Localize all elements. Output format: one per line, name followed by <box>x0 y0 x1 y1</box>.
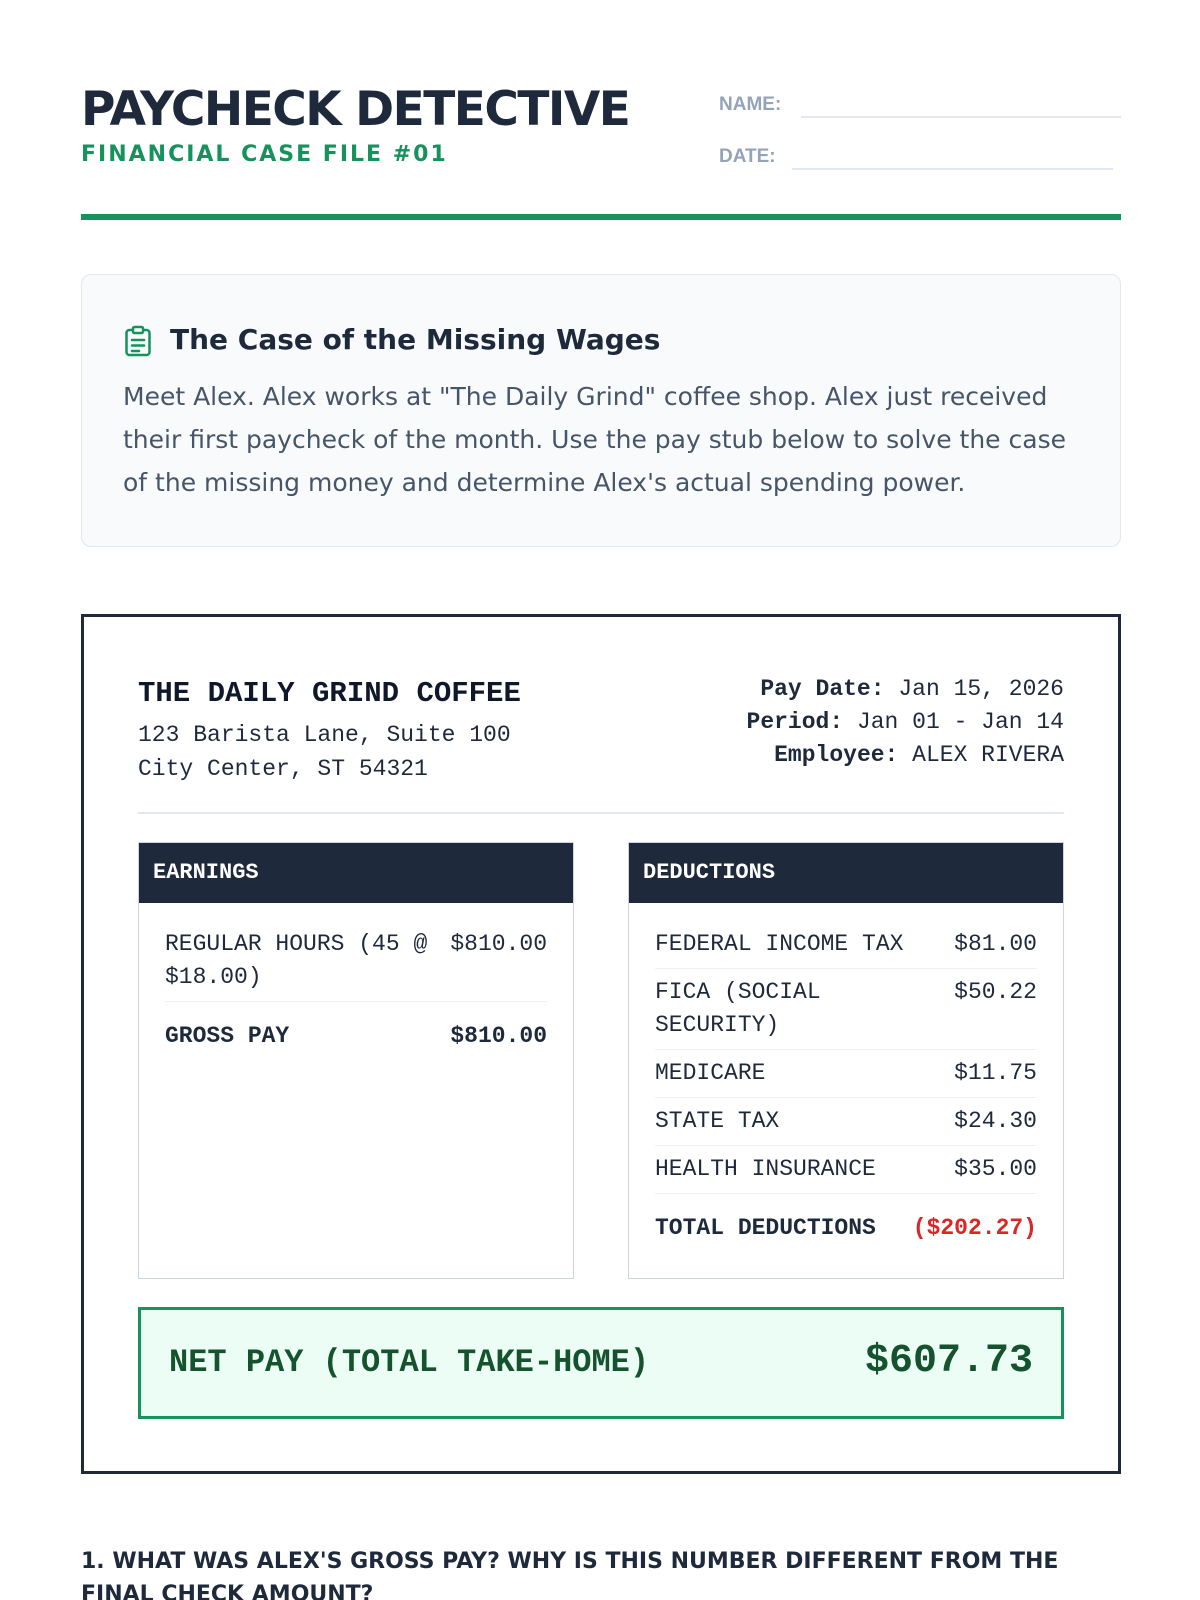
date-field[interactable] <box>719 140 1121 170</box>
story-title: The Case of the Missing Wages <box>170 323 661 356</box>
deduction-amount: $11.75 <box>954 1060 1037 1086</box>
total-deductions-amount: ($202.27) <box>912 1215 1037 1241</box>
deduction-amount: $24.30 <box>954 1108 1037 1134</box>
story-box <box>81 274 1121 547</box>
deduction-amount: $35.00 <box>954 1156 1037 1182</box>
date-line <box>792 168 1113 170</box>
deduction-label: FEDERAL INCOME TAX <box>655 931 904 957</box>
clipboard-icon <box>124 325 152 357</box>
earnings-item-amount: $810.00 <box>450 931 547 957</box>
earnings-item-label: REGULAR HOURS (45 @ $18.00) <box>165 931 428 990</box>
deduction-label: HEALTH INSURANCE <box>655 1156 876 1182</box>
total-deductions-label: TOTAL DEDUCTIONS <box>655 1215 876 1241</box>
employee-value: ALEX RIVERA <box>912 742 1064 768</box>
gross-pay-row <box>165 1002 547 1060</box>
net-pay-amount: $607.73 <box>864 1339 1033 1384</box>
stub-divider <box>138 812 1064 814</box>
earnings-heading: EARNINGS <box>139 843 573 903</box>
pay-meta <box>747 673 1064 772</box>
company-name: THE DAILY GRIND COFFEE <box>138 677 521 710</box>
gross-pay-amount: $810.00 <box>450 1023 547 1049</box>
deduction-amount: $50.22 <box>954 979 1037 1005</box>
earnings-panel <box>138 842 574 1279</box>
deduction-row <box>655 1146 1037 1194</box>
deduction-row <box>655 921 1037 969</box>
deduction-label: FICA (SOCIAL SECURITY) <box>655 979 821 1038</box>
header-divider <box>81 214 1121 220</box>
company-address-line2: City Center, ST 54321 <box>138 756 428 782</box>
period-row <box>747 706 1064 739</box>
gross-pay-label: GROSS PAY <box>165 1023 290 1049</box>
name-line <box>801 116 1121 118</box>
company-address-line1: 123 Barista Lane, Suite 100 <box>138 722 511 748</box>
total-deductions-row <box>655 1194 1037 1252</box>
deduction-row <box>655 969 1037 1050</box>
deduction-label: STATE TAX <box>655 1108 780 1134</box>
name-label: NAME: <box>719 94 782 115</box>
period-label: Period: <box>746 709 844 735</box>
deductions-panel <box>628 842 1064 1279</box>
deduction-amount: $81.00 <box>954 931 1037 957</box>
employee-row <box>747 739 1064 772</box>
period-value: Jan 01 - Jan 14 <box>856 709 1064 735</box>
pay-date-row <box>747 673 1064 706</box>
earnings-row <box>165 921 547 1002</box>
deductions-heading: DEDUCTIONS <box>629 843 1063 903</box>
question-1: 1. WHAT WAS ALEX'S GROSS PAY? WHY IS THIS NUMBER DIFFERENT FROM THE FINAL CHECK AMOUNT? <box>81 1549 1059 1600</box>
story-body: Meet Alex. Alex works at "The Daily Grind" coffee shop. Alex just received their first paycheck of the month. Use the pay stub below to solve the case of the missing money and determine Alex's actual spending power. <box>123 382 1066 497</box>
page-title: PAYCHECK DETECTIVE <box>81 82 630 137</box>
deduction-row <box>655 1098 1037 1146</box>
pay-stub <box>81 614 1121 1474</box>
net-pay-box <box>138 1307 1064 1419</box>
date-label: DATE: <box>719 146 776 167</box>
deduction-label: MEDICARE <box>655 1060 766 1086</box>
deduction-row <box>655 1050 1037 1098</box>
net-pay-label: NET PAY (TOTAL TAKE-HOME) <box>169 1344 650 1381</box>
case-file-subtitle: FINANCIAL CASE FILE #01 <box>81 142 448 167</box>
pay-date-label: Pay Date: <box>760 676 885 702</box>
worksheet-header <box>81 82 1121 222</box>
employee-label: Employee: <box>774 742 899 768</box>
name-field[interactable] <box>719 88 1121 118</box>
pay-date-value: Jan 15, 2026 <box>898 676 1064 702</box>
